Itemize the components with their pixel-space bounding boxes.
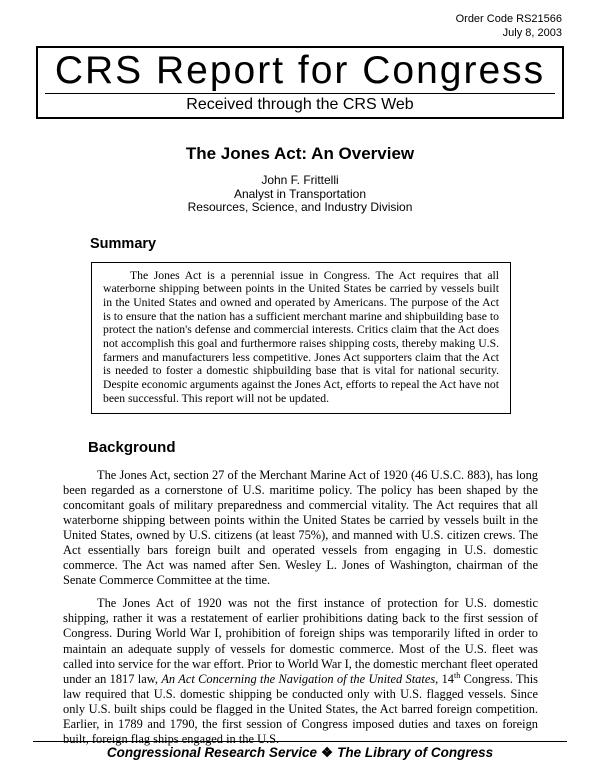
masthead-title: CRS Report for Congress (54, 49, 546, 92)
footer-org-right: The Library of Congress (337, 745, 494, 760)
background-heading: Background (88, 438, 176, 456)
author-role: Analyst in Transportation (233, 186, 367, 201)
summary-heading: Summary (90, 235, 157, 252)
body-paragraph: The Jones Act, section 27 of the Merchant Marine Act of 1920 (46 U.S.C. 883), has long been regarded as a cornerstone of U.S. maritime policy. The policy has been shaped by the concomitant goals of military preparedness and commercial vitality. The Act requires that all waterborne shipping between points within the United States be carried by vessels built in the United States, owned by U.S. citizens (at least 75%), and manned with U.S. citizen crews. The Act essentially bars foreign built and operated vessels from engaging in U.S. domestic commerce. The Act was named after Sen. Wesley L. Jones of Washington, chairman of the Senate Commerce Committee at the time. (63, 467, 538, 588)
byline (0, 174, 600, 215)
order-block (0, 0, 600, 40)
summary-text: The Jones Act is a perennial issue in Congress. The Act requires that all waterborne shipping between points in the United States be carried by vessels built in the United States and owned and operated by Americans. The purpose of the Act is to ensure that the nation has a sufficient merchant marine and shipbuilding base to protect the nation's defense and commercial interests. Critics claim that the Act does not accomplish this goal and furthermore raises shipping costs, thereby making U.S. farmers and manufacturers less competitive. Jones Act supporters claim that the Act is needed to foster a domestic shipbuilding base that is vital for national security. Despite economic arguments against the Jones Act, efforts to repeal the Act have not been successful. This report will not be updated. (103, 268, 499, 405)
summary-box (91, 262, 511, 414)
diamond-icon: ❖ (320, 745, 334, 760)
body-paragraph: The Jones Act of 1920 was not the first instance of protection for U.S. domestic shipping, rather it was a restatement of earlier prohibitions dating back to the first session of Congress. During World War I, prohibition of foreign ships was temporarily lifted in order to maintain an adequate supply of vessels for domestic commerce. Most of the U.S. fleet was called into service for the war effort. Prior to World War I, the domestic merchant fleet operated under an 1817 law, An Act Concerning the Navigation of the United States, 14th Congress. This law required that U.S. domestic shipping be conducted only with U.S. flagged vessels. Since only U.S. built ships could be flagged in the United States, the Act barred foreign competition. Earlier, in 1789 and 1790, the first session of Congress imposed duties and taxes on foreign built, foreign flag ships engaged in the U.S. (63, 596, 538, 747)
author-name: John F. Frittelli (261, 173, 339, 187)
author-division: Resources, Science, and Industry Division (187, 200, 413, 214)
report-title: The Jones Act: An Overview (185, 144, 415, 163)
footer-text (0, 745, 600, 761)
masthead-box (36, 46, 564, 119)
masthead-subtitle: Received through the CRS Web (186, 96, 414, 113)
report-date: July 8, 2003 (502, 26, 562, 39)
order-code: Order Code RS21566 (455, 13, 562, 25)
footer-divider (33, 741, 567, 742)
footer-org-left: Congressional Research Service (106, 745, 317, 760)
